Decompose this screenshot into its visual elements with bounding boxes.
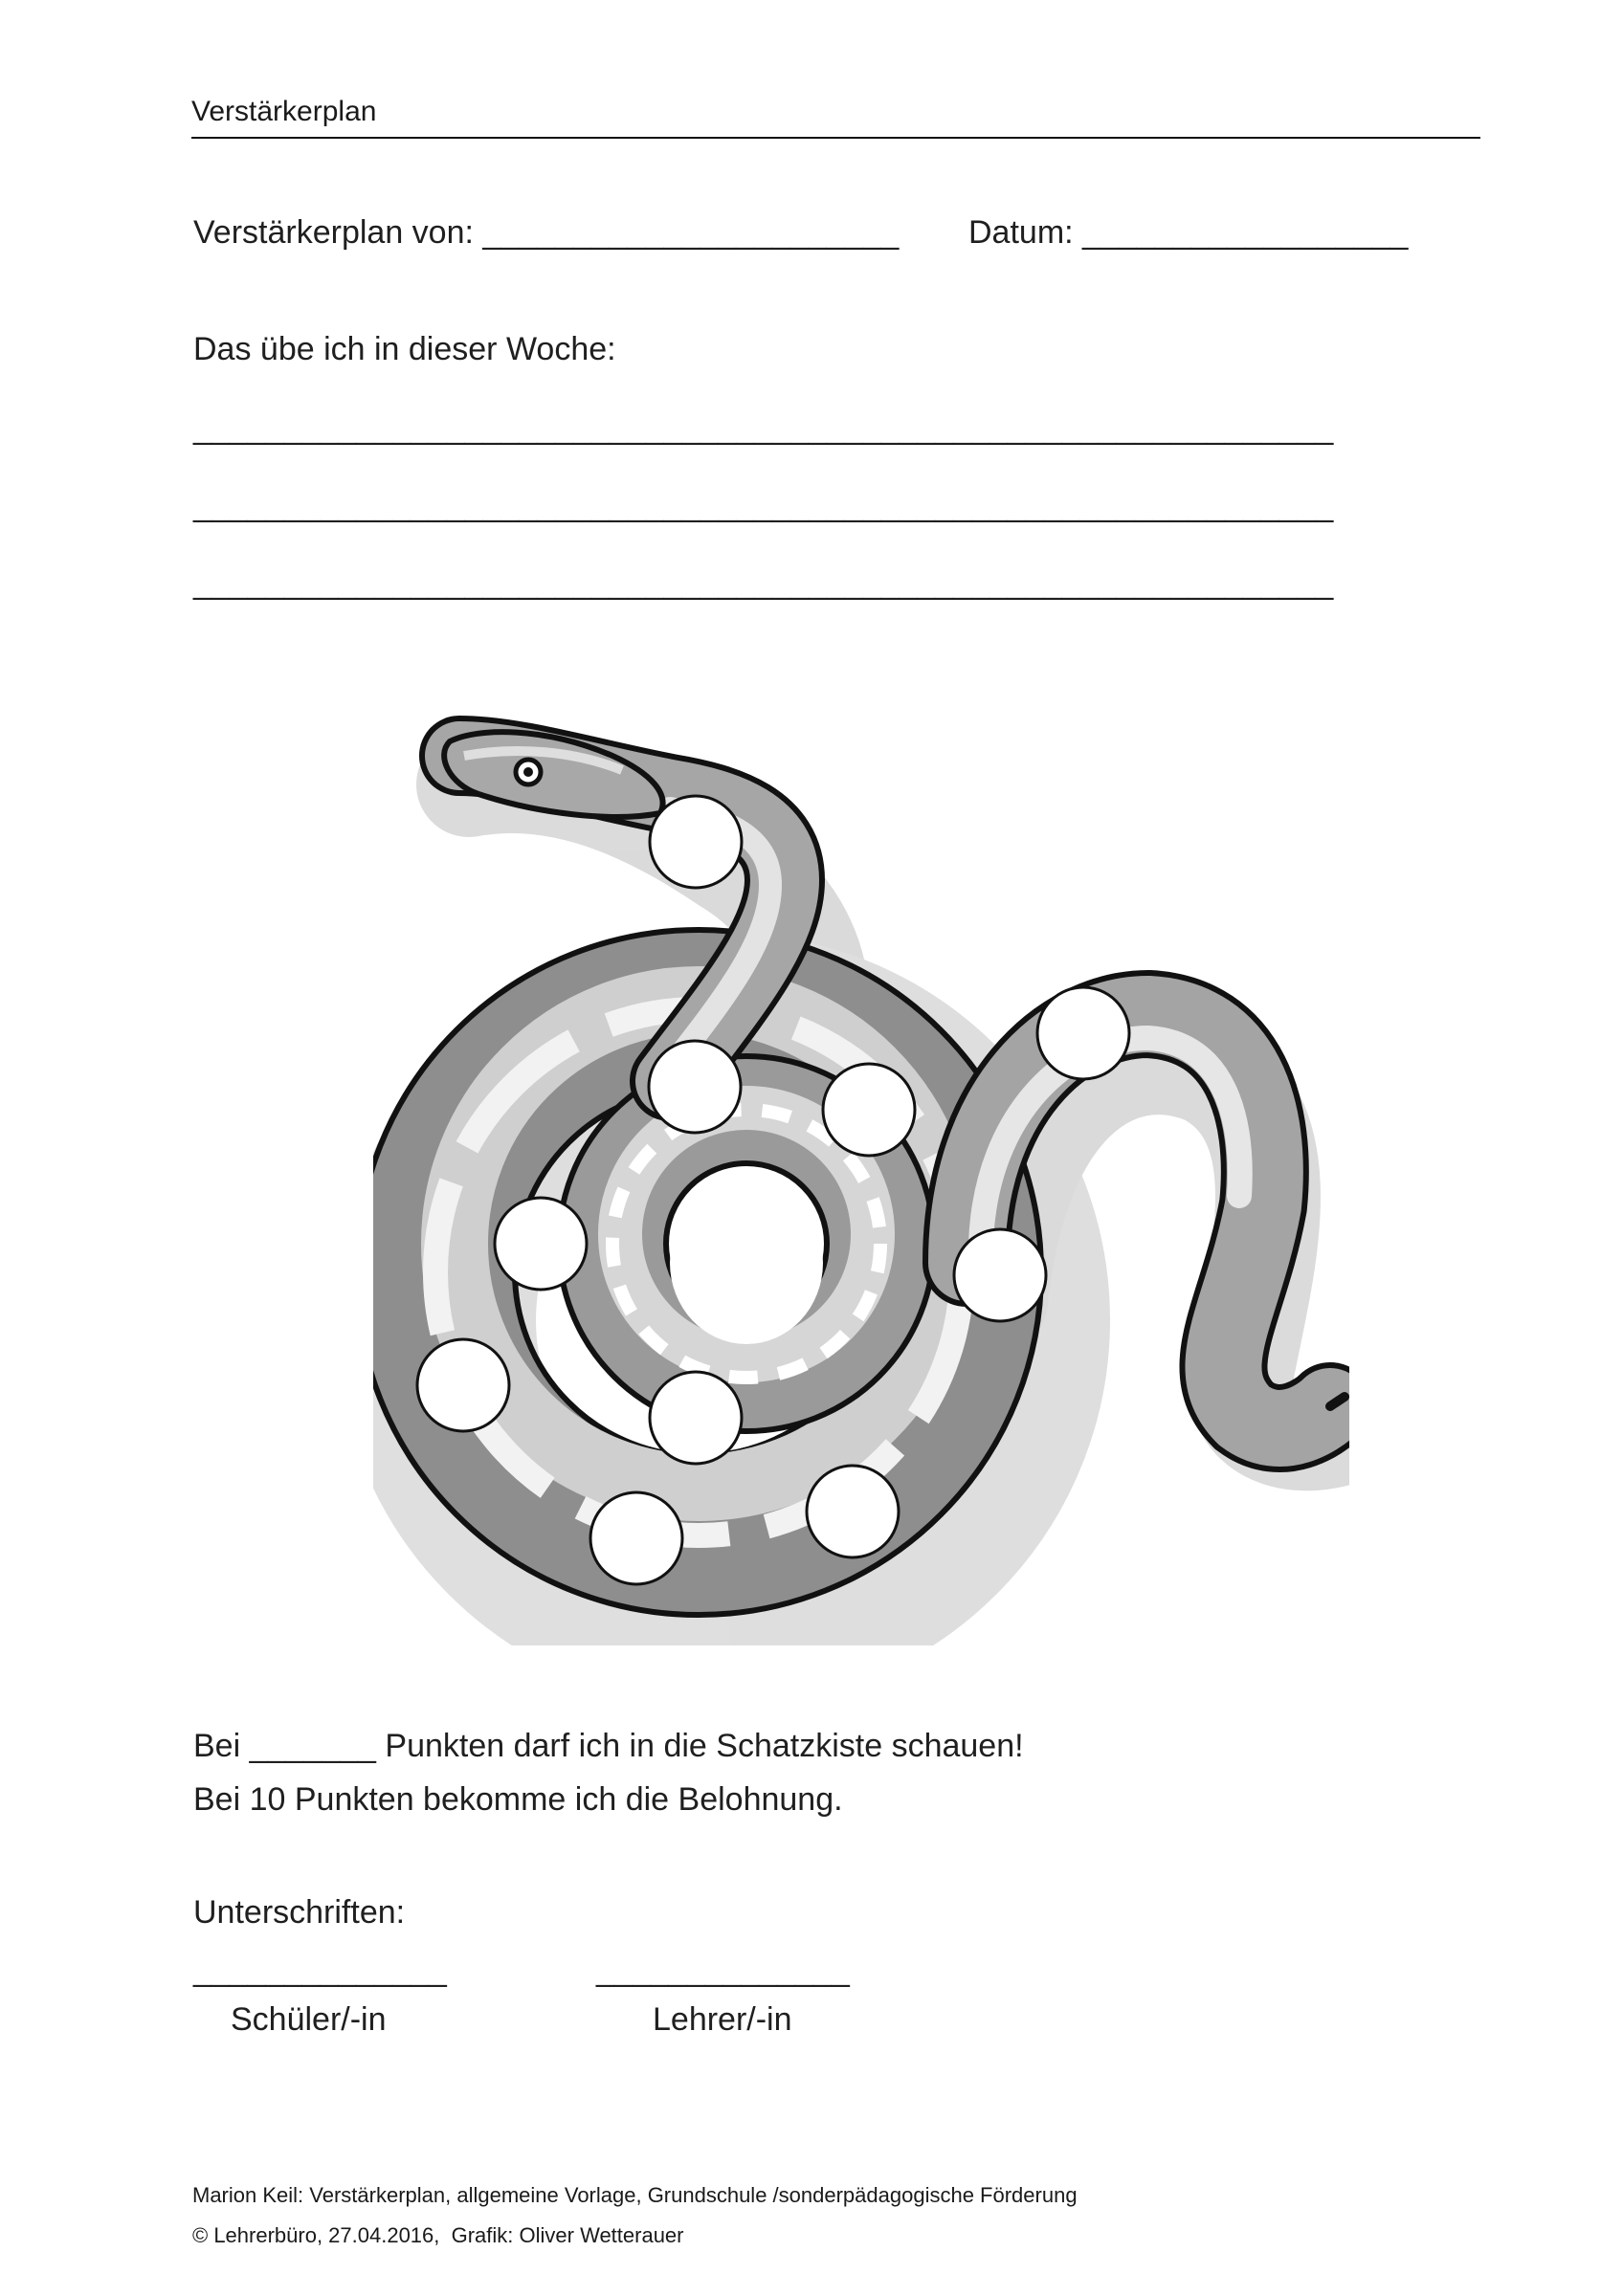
point-circle-4	[823, 1064, 915, 1156]
page-header-title: Verstärkerplan	[191, 96, 377, 127]
point-circle-5	[495, 1198, 587, 1290]
point-circle-7	[417, 1339, 509, 1431]
point-circle-9	[807, 1466, 899, 1557]
reward-line-2: Bei 10 Punkten bekomme ich die Belohnung.	[193, 1781, 843, 1818]
point-circle-3	[649, 1041, 741, 1133]
point-circle-8	[650, 1372, 742, 1464]
teacher-signature-line[interactable]: ______________	[596, 1952, 850, 1988]
reward-line-1[interactable]: Bei _______ Punkten darf ich in die Schatzkiste schauen!	[193, 1728, 1024, 1764]
point-circle-2	[1037, 987, 1129, 1079]
date-field-label[interactable]: Datum: __________________	[968, 214, 1409, 251]
practice-label: Das übe ich in dieser Woche:	[193, 331, 616, 367]
footer-copyright-line: © Lehrerbüro, 27.04.2016, Grafik: Oliver Wetterauer	[192, 2223, 684, 2247]
footer-credit-line: Marion Keil: Verstärkerplan, allgemeine Vorlage, Grundschule /sonderpädagogische Förderung	[192, 2183, 1078, 2207]
practice-line-2[interactable]: _______________________________________________________________	[193, 487, 1334, 523]
teacher-signature-label: Lehrer/-in	[653, 2001, 792, 2038]
student-signature-line[interactable]: ______________	[193, 1952, 447, 1988]
point-circle-10	[590, 1492, 682, 1584]
practice-line-3[interactable]: _______________________________________________________________	[193, 564, 1334, 601]
practice-line-1[interactable]: _______________________________________________________________	[193, 409, 1334, 446]
name-field-label[interactable]: Verstärkerplan von: _______________________	[193, 214, 900, 251]
header-rule	[191, 137, 1480, 139]
signatures-label: Unterschriften:	[193, 1894, 406, 1931]
point-circle-1	[650, 796, 742, 888]
snake-illustration	[373, 708, 1349, 1645]
student-signature-label: Schüler/-in	[231, 2001, 387, 2038]
point-circle-6	[954, 1229, 1046, 1321]
